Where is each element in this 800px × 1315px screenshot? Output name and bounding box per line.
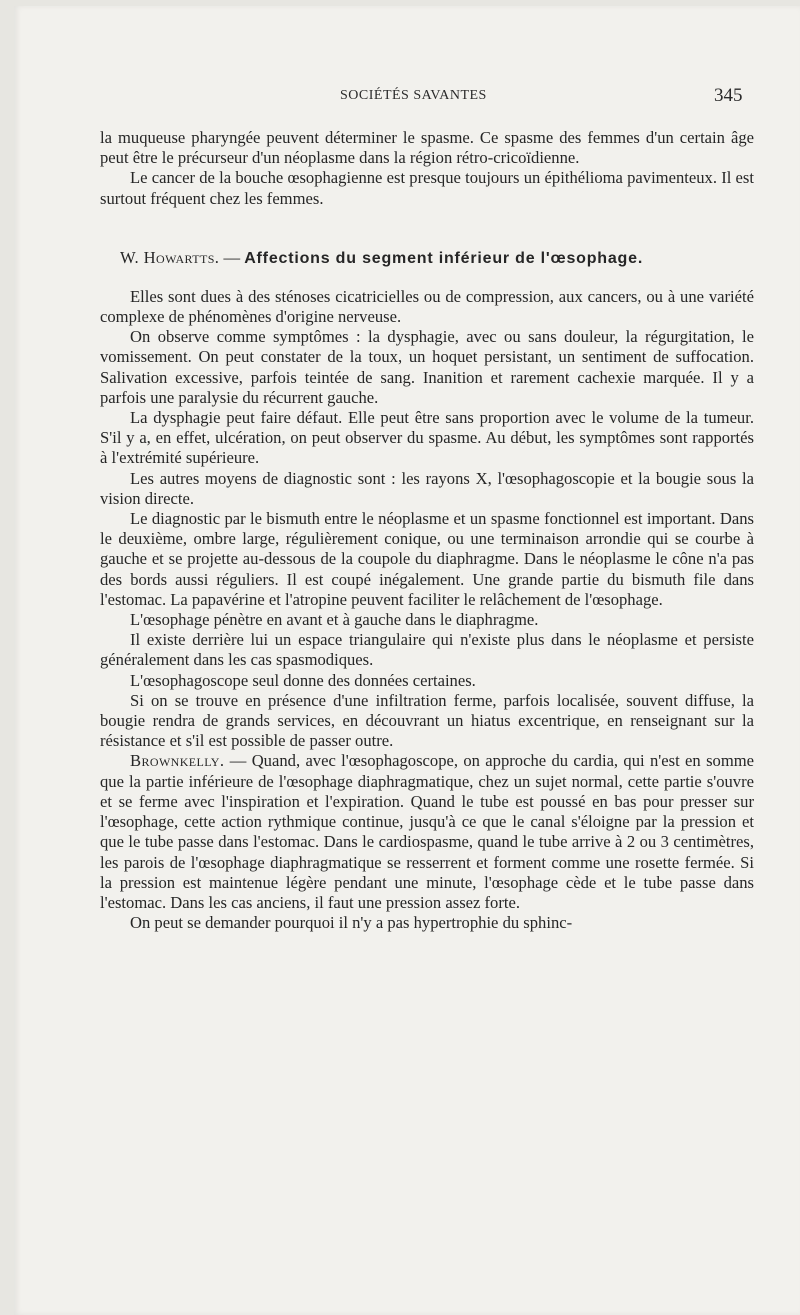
section-dash: —	[219, 247, 245, 267]
paragraph: La dysphagie peut faire défaut. Elle peut être sans proportion avec le volume de la tumeur. S'il y a, en effet, ulcération, on peut observer du spasme. Au début, les symptômes sont rapportés à l'extrémité supérieure.	[100, 408, 754, 468]
page-header	[14, 85, 800, 110]
paragraph: Le diagnostic par le bismuth entre le néoplasme et un spasme fonctionnel est important. Dans le deuxième, ombre large, régulièrement conique, ou une terminaison arrondie qui se courbe à gauche et se projette au-dessous de la coupole du diaphragme. Dans le néoplasme le cône n'a pas des bords aussi réguliers. Il est coupé inégalement. Une grande partie du bismuth file dans l'estomac. La papavérine et l'atropine peuvent faciliter le relâchement de l'œsophage.	[100, 509, 754, 609]
paragraph-brownkelly	[100, 751, 754, 913]
article-body	[100, 128, 754, 933]
brownkelly-dash: —	[224, 751, 252, 771]
page	[14, 6, 800, 1315]
brownkelly-text: Quand, avec l'œsophagoscope, on approche du cardia, qui n'est en somme que la partie inférieure de l'œsophage diaphragmatique, chez un sujet normal, cette partie s'ouvre et se ferme avec l'inspiration et l'expiration. Quand le tube est poussé en bas pour presser sur l'œsophage, cette action rythmique continue, jusqu'à ce que le canal s'éloigne par la pression et que le tube passe dans l'estomac. Dans le cardiospasme, quand le tube arrive à 2 ou 3 centimètres, les parois de l'œsophage diaphragmatique se resserrent et forment comme une rosette fermée. Si la pression est maintenue légère pendant une minute, l'œsophage cède et le tube passe dans l'estomac. Dans les cas anciens, il faut une pression assez forte.	[100, 751, 754, 912]
paragraph: Il existe derrière lui un espace triangulaire qui n'existe plus dans le néoplasme et persiste généralement dans les cas spasmodiques.	[100, 630, 754, 670]
brownkelly-author: Brownkelly.	[130, 751, 225, 771]
paragraph: L'œsophage pénètre en avant et à gauche dans le diaphragme.	[130, 610, 539, 630]
paragraph: Les autres moyens de diagnostic sont : les rayons X, l'œsophagoscopie et la bougie sous la vision directe.	[100, 468, 754, 508]
paragraph: On peut se demander pourquoi il n'y a pas hypertrophie du sphinc-	[130, 913, 573, 933]
paragraph: la muqueuse pharyngée peuvent déterminer le spasme. Ce spasme des femmes d'un certain âge peut être le précurseur d'un néoplasme dans la région rétro-cricoïdienne.	[100, 128, 754, 168]
running-title: SOCIÉTÉS SAVANTES	[340, 88, 487, 103]
section-heading	[100, 247, 754, 269]
section-title: Affections du segment inférieur de l'œsophage.	[244, 249, 644, 267]
paragraph: Si on se trouve en présence d'une infiltration ferme, parfois localisée, souvent diffuse, la bougie rendra de grands services, en découvrant un hiatus excentrique, en renseignant sur la résistance et s'il est possible de passer outre.	[100, 690, 754, 751]
section-author: W. Howartts.	[120, 247, 220, 267]
paragraph: L'œsophagoscope seul donne des données certaines.	[130, 670, 476, 690]
paragraph: Elles sont dues à des sténoses cicatricielles ou de compression, aux cancers, ou à une variété complexe de phénomènes d'origine nerveuse.	[100, 286, 754, 327]
paragraph: On observe comme symptômes : la dysphagie, avec ou sans douleur, la régurgitation, le vomissement. On peut constater de la toux, un hoquet persistant, un sentiment de suffocation. Salivation excessive, parfois teintée de sang. Inanition et rarement cachexie marquée. Il y a parfois une paralysie du récurrent gauche.	[100, 327, 754, 407]
paragraph: Le cancer de la bouche œsophagienne est presque toujours un épithélioma pavimenteux. Il est surtout fréquent chez les femmes.	[100, 168, 754, 208]
page-number: 345	[714, 85, 743, 106]
